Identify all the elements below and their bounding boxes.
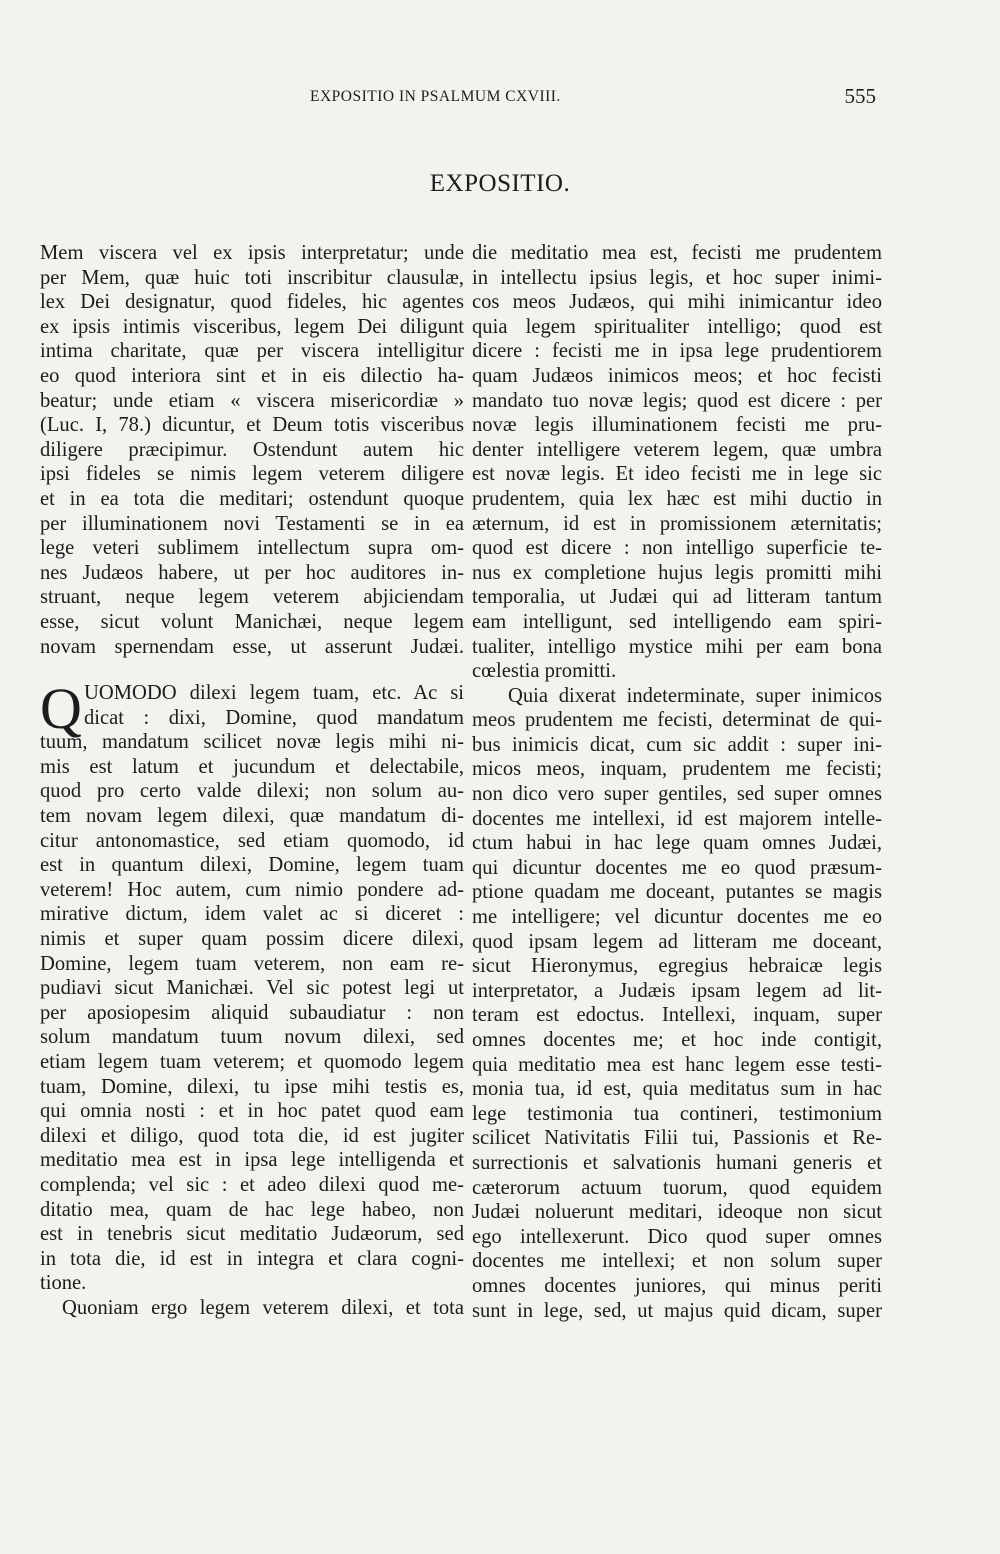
text-line: cos meos Judæos, qui mihi inimicantur ideo bbox=[472, 291, 882, 314]
text-line: per aposiopesim aliquid subaudiatur : non bbox=[40, 1001, 464, 1024]
text-line: tem novam legem dilexi, quæ mandatum di- bbox=[40, 805, 464, 828]
text-line: tuum, mandatum scilicet novæ legis mihi ni- bbox=[40, 731, 464, 754]
text-line: quod est dicere : non intelligo superficie te- bbox=[472, 537, 882, 560]
text-line: ex ipsis intimis visceribus, legem Dei diligunt bbox=[40, 315, 464, 338]
text-line: docentes me intellexi; et non solum super bbox=[472, 1250, 882, 1273]
text-line: surrectionis et salvationis humani generis et bbox=[472, 1151, 882, 1174]
text-line: tualiter, intelligo mystice mihi per eam bona bbox=[472, 635, 882, 658]
text-line: quod ipsam legem ad litteram me doceant, bbox=[472, 930, 882, 953]
text-line: citur antonomastice, sed etiam quomodo, id bbox=[40, 829, 464, 852]
text-line: dicere : fecisti me in ipsa lege prudentiorem bbox=[472, 340, 882, 363]
text-line: docentes me intellexi, id est majorem intelle- bbox=[472, 807, 882, 830]
text-line: est in tenebris sicut meditatio Judæorum, sed bbox=[40, 1223, 464, 1246]
text-line: struant, neque legem veterem abjiciendam bbox=[40, 586, 464, 609]
text-line: eam intelligunt, sed intelligendo eam spiri- bbox=[472, 610, 882, 633]
text-line: est in quantum dilexi, Domine, legem tuam bbox=[40, 854, 464, 877]
paragraph-quoniam bbox=[40, 1296, 464, 1321]
text-line: sicut Hieronymus, egregius hebraicæ legis bbox=[472, 955, 882, 978]
text-line: quod pro certo valde dilexi; non solum au- bbox=[40, 780, 464, 803]
text-line: bus inimicis dicat, cum sic addit : super ini- bbox=[472, 733, 882, 756]
text-line: cœlestia promitti. bbox=[472, 660, 617, 683]
text-line: solum mandatum tuum novum dilexi, sed bbox=[40, 1026, 464, 1049]
running-head: EXPOSITIO IN PSALMUM CXVIII. bbox=[310, 88, 561, 105]
text-line: novæ legis illuminationem fecisti me pru- bbox=[472, 414, 882, 437]
text-line: denter intelligere veterem legem, quæ umbra bbox=[472, 438, 882, 461]
text-line: meditatio mea est in ipsa lege intelligenda et bbox=[40, 1149, 464, 1172]
text-line: per Mem, quæ huic toti inscribitur clausulæ, bbox=[40, 266, 464, 289]
text-line: esse, sicut volunt Manichæi, neque legem bbox=[40, 610, 464, 633]
text-line: etiam legem tuam veterem; et quomodo legem bbox=[40, 1051, 464, 1073]
text-line: interpretator, a Judæis ipsam legem ad lit- bbox=[472, 979, 882, 1002]
text-line: nes Judæos habere, ut per hoc auditores in- bbox=[40, 561, 464, 584]
paragraph-quia bbox=[472, 684, 882, 1323]
text-line: Quoniam ergo legem veterem dilexi, et tota bbox=[62, 1296, 464, 1319]
text-line: lege testimonia tua contineri, testimonium bbox=[472, 1102, 882, 1125]
text-line: (Luc. I, 78.) dicuntur, et Deum totis visceribus bbox=[40, 414, 464, 437]
text-line: omnes docentes juniores, qui minus periti bbox=[472, 1274, 882, 1297]
text-line: qui dicuntur docentes me eo quod præsum- bbox=[472, 856, 882, 879]
drop-cap: Q bbox=[40, 676, 82, 742]
text-line: ctum habui in hac lege quam omnes Judæi, bbox=[472, 832, 882, 855]
text-line: est novæ legis. Et ideo fecisti me in lege sic bbox=[472, 463, 882, 486]
text-line: prudentem, quia lex hæc est mihi ductio in bbox=[472, 487, 882, 510]
text-line: Judæi noluerunt meditari, ideoque non sicut bbox=[472, 1201, 882, 1224]
text-line: in intellectu ipsius legis, et hoc super inimi- bbox=[472, 266, 882, 289]
text-line: non dico vero super gentiles, sed super omnes bbox=[472, 783, 882, 806]
text-line: intima charitate, quæ per viscera intelligitur bbox=[40, 340, 464, 363]
text-line: nimis et super quam possim dicere dilexi, bbox=[40, 928, 464, 951]
text-line: ditatio mea, quam de hac lege habeo, non bbox=[40, 1198, 464, 1221]
text-line: per illuminationem novi Testamenti se in ea bbox=[40, 512, 464, 535]
text-line: ptione quadam me doceant, putantes se magis bbox=[472, 881, 882, 904]
text-line: cæterorum actuum tuorum, quod equidem bbox=[472, 1176, 882, 1199]
text-line: ego intellexerunt. Dico quod super omnes bbox=[472, 1225, 882, 1248]
text-line: lege veteri sublimem intellectum supra om- bbox=[40, 537, 464, 560]
text-line: micos meos, inquam, prudentem me fecisti; bbox=[472, 758, 882, 781]
text-line: teram est edoctus. Intellexi, inquam, super bbox=[472, 1004, 882, 1027]
text-line: me intelligere; vel dicuntur docentes me eo bbox=[472, 906, 882, 929]
text-line: dicat : dixi, Domine, quod mandatum bbox=[84, 706, 464, 729]
text-line: complenda; vel sic : et adeo dilexi quod me- bbox=[40, 1173, 464, 1196]
text-line: diligere præcipimur. Ostendunt autem hic bbox=[40, 438, 464, 461]
text-line: Domine, legem tuam veterem, non eam re- bbox=[40, 952, 464, 975]
text-line: qui omnia nosti : et in hoc patet quod eam bbox=[40, 1100, 464, 1123]
paragraph-quomodo bbox=[40, 676, 464, 1296]
page-number: 555 bbox=[844, 84, 876, 108]
text-line: tione. bbox=[40, 1272, 87, 1295]
text-line: temporalia, ut Judæi qui ad litteram tantum bbox=[472, 586, 882, 609]
text-line: dilexi et diligo, quod tota die, id est jugiter bbox=[40, 1124, 464, 1147]
text-line: UOMODO dilexi legem tuam, etc. Ac si bbox=[84, 682, 464, 705]
text-line: quam Judæos inimicos meos; et hoc fecisti bbox=[472, 364, 882, 387]
text-line: Quia dixerat indeterminate, super inimicos bbox=[508, 684, 882, 707]
text-line: quia meditatio mea est hanc legem esse testi- bbox=[472, 1053, 882, 1076]
text-line: veterem! Hoc autem, cum nimio pondere ad- bbox=[40, 878, 464, 901]
text-line: tuam, Domine, dilexi, tu ipse mihi testis es, bbox=[40, 1075, 464, 1098]
text-line: in tota die, id est in integra et clara cogni- bbox=[40, 1247, 464, 1270]
text-line: sunt in lege, sed, ut majus quid dicam, super bbox=[472, 1299, 882, 1322]
section-title: EXPOSITIO. bbox=[429, 170, 571, 197]
text-line: die meditatio mea est, fecisti me prudentem bbox=[472, 242, 882, 264]
text-line: eo quod interiora sint et in eis dilectio ha- bbox=[40, 364, 464, 387]
text-line: scilicet Nativitatis Filii tui, Passionis et Re- bbox=[472, 1127, 882, 1150]
text-line: beatur; unde etiam « viscera misericordiæ » bbox=[40, 389, 464, 412]
text-line: nus ex completione hujus legis promitti mihi bbox=[472, 561, 882, 584]
text-line: mis est latum et jucundum et delectabile, bbox=[40, 755, 464, 778]
text-line: omnes docentes me; et hoc inde contigit, bbox=[472, 1029, 882, 1051]
text-line: meos prudentem me fecisti, determinat de qui- bbox=[472, 709, 882, 732]
right-column bbox=[472, 241, 882, 1323]
paragraph-fecisti bbox=[472, 241, 882, 684]
text-line: ipsi fideles se nimis legem veterem diligere bbox=[40, 463, 464, 486]
text-line: novam spernendam esse, ut asserunt Judæi. bbox=[40, 635, 464, 658]
text-line: lex Dei designatur, quod fideles, hic agentes bbox=[40, 291, 464, 314]
text-line: Mem viscera vel ex ipsis interpretatur; unde bbox=[40, 242, 464, 264]
text-line: mandato tuo novæ legis; quod est dicere : per bbox=[472, 389, 882, 412]
text-line: mirative dictum, idem valet ac si diceret : bbox=[40, 903, 464, 926]
text-line: monia tua, id est, quia meditatus sum in hac bbox=[472, 1078, 882, 1101]
text-line: æternum, id est in promissionem æternitatis; bbox=[472, 512, 882, 535]
text-line: et in ea tota die meditari; ostendunt quoque bbox=[40, 487, 464, 510]
text-line: quia legem spiritualiter intelligo; quod est bbox=[472, 315, 882, 338]
text-line: pudiavi sicut Manichæi. Vel sic potest legi ut bbox=[40, 977, 464, 1000]
paragraph-mem bbox=[40, 241, 464, 659]
left-column bbox=[40, 241, 464, 1321]
